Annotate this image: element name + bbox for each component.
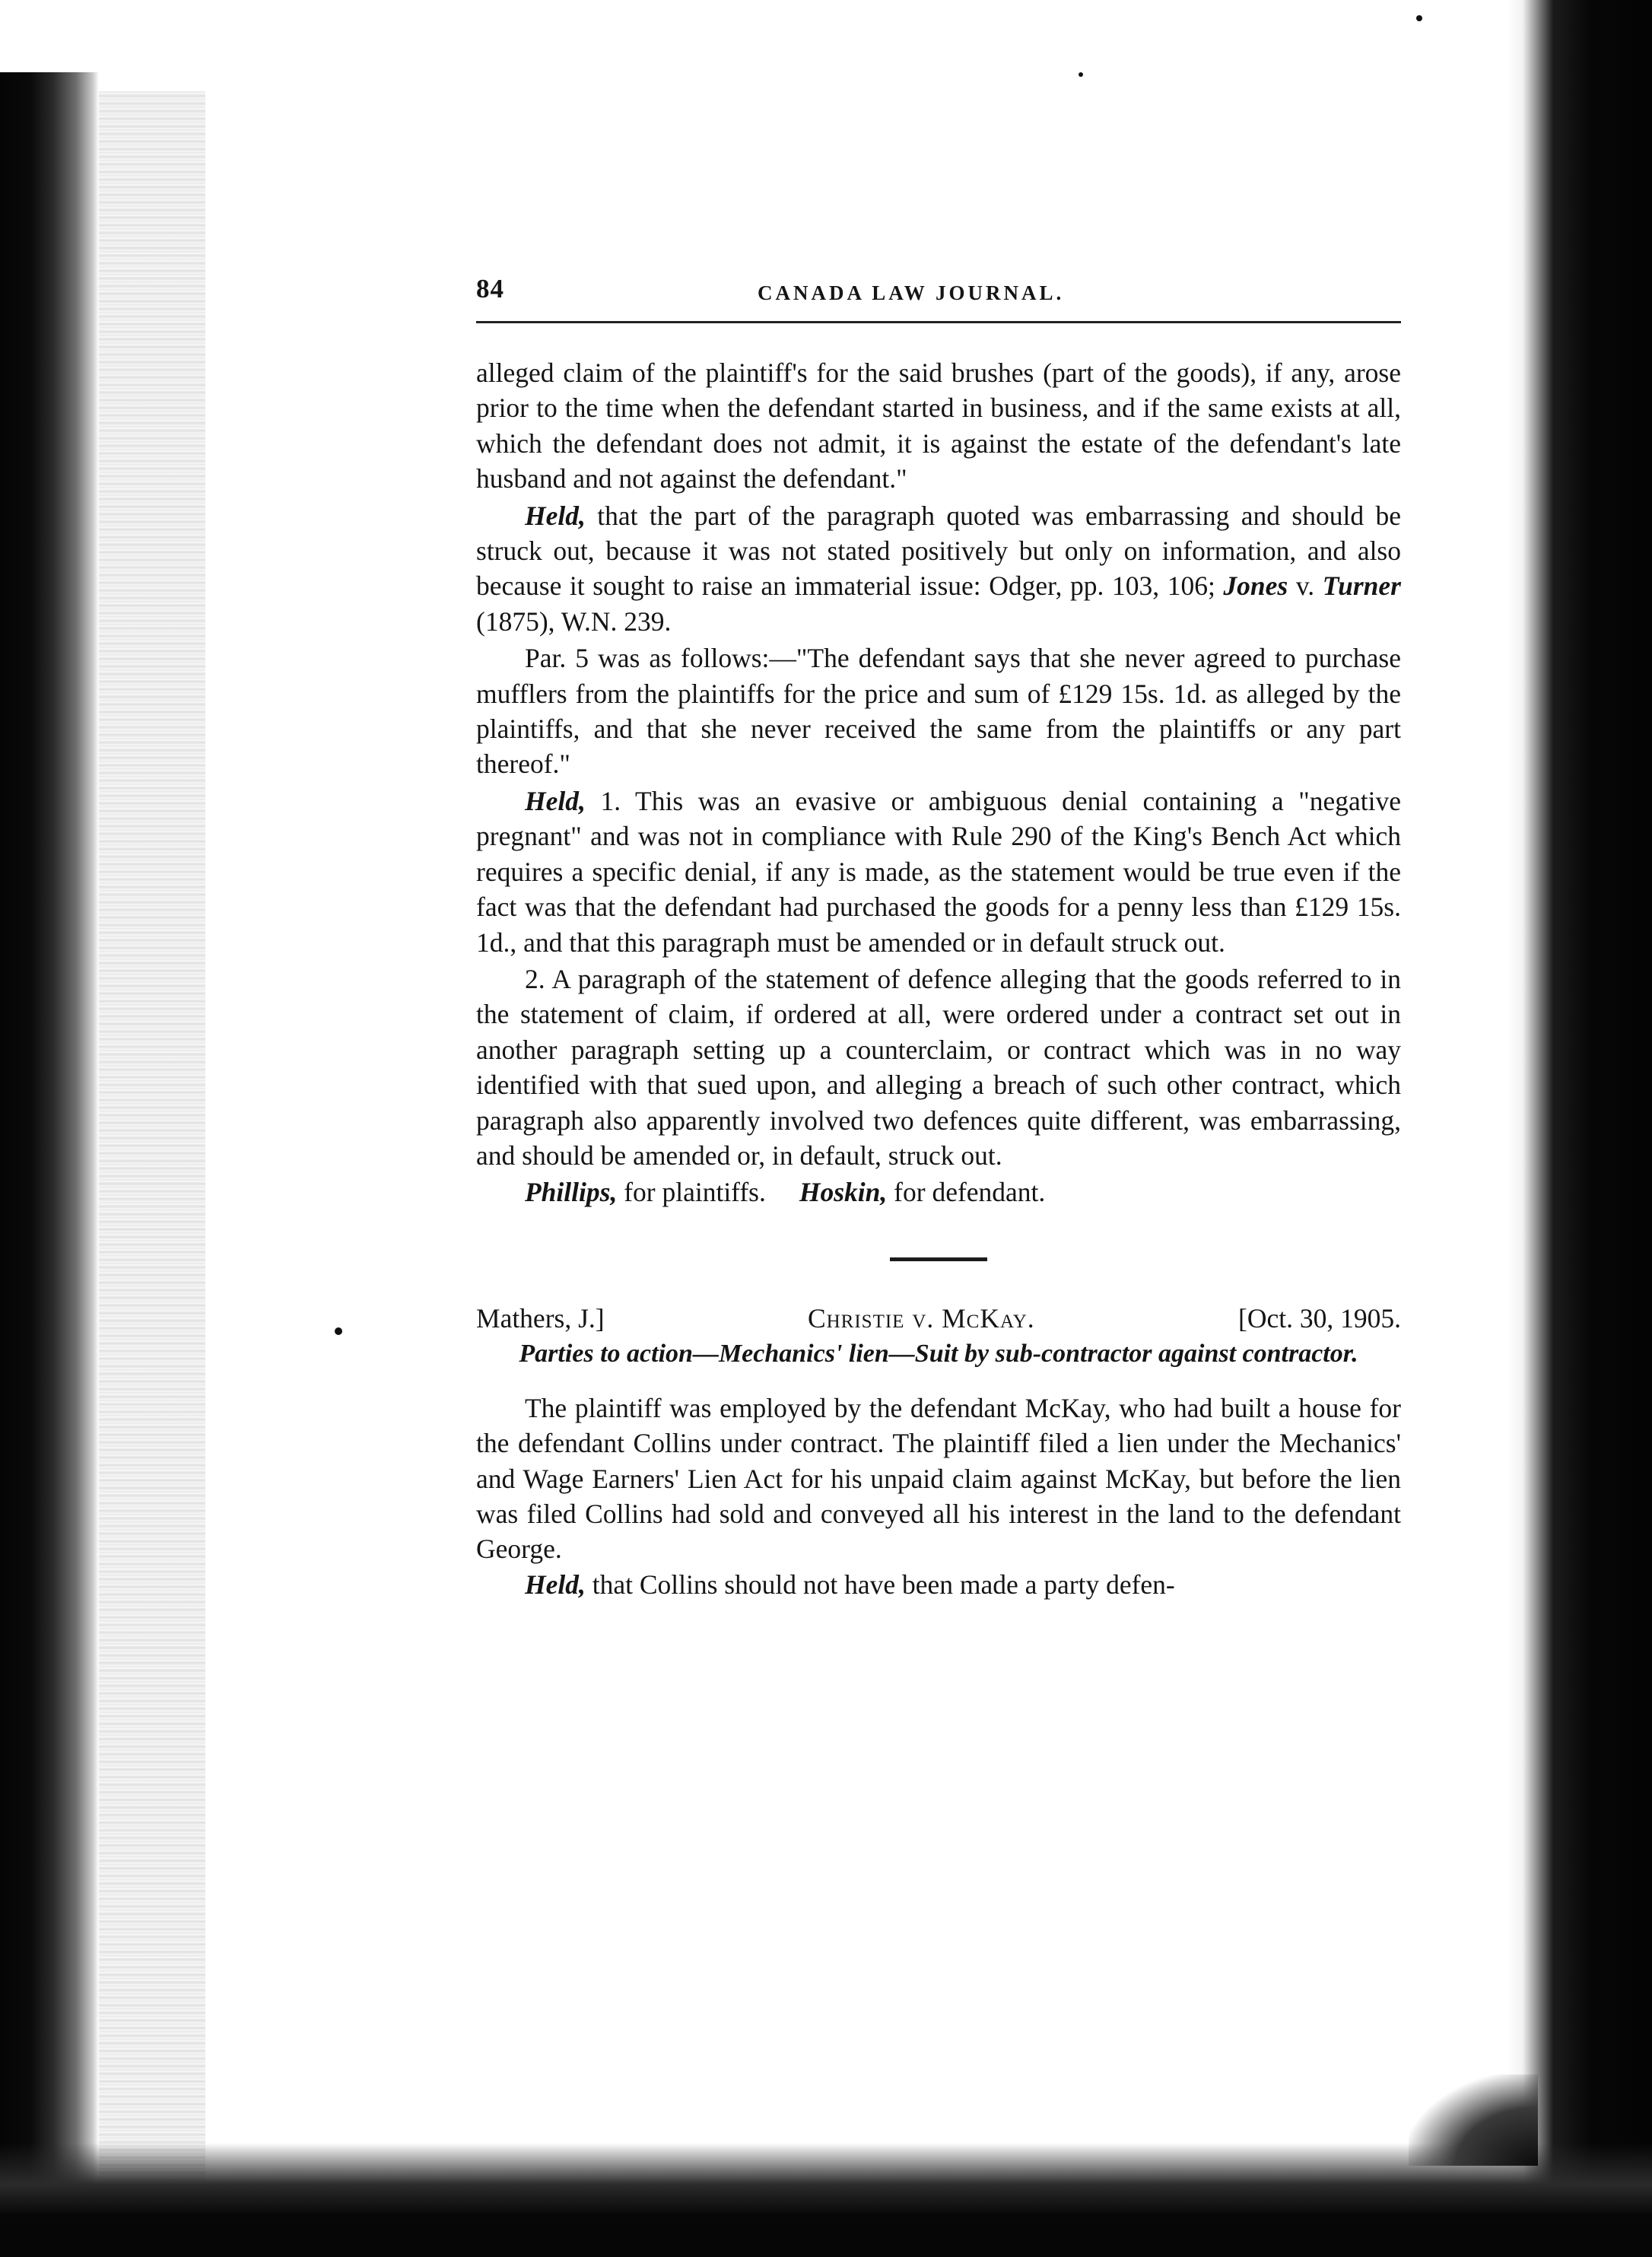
case-report-body: [476, 355, 1401, 1210]
plaintiff-counsel-name: Phillips,: [525, 1177, 618, 1208]
citation-other-party: Turner: [1322, 571, 1401, 602]
case-heading: [476, 1301, 1401, 1336]
scan-page-edges: [99, 91, 205, 2191]
case-title: Christie v. McKay.: [807, 1302, 1035, 1334]
judge-name: Mathers, J.]: [476, 1302, 605, 1334]
citation-case-name: Jones: [1223, 571, 1288, 602]
page-number: 84: [476, 274, 504, 304]
case-facts: The plaintiff was employed by the defendant McKay, who had built a house for the defendant Collins under contract. The plaintiff filed a lien under the Mechanics' and Wage Earners' Lien Act for his unpaid claim against McKay, but before the lien was filed Collins had sold and conveyed all his interest in the land to the defendant George.: [476, 1392, 1401, 1565]
scan-right-shadow: [1507, 0, 1652, 2257]
paragraph: 2. A paragraph of the statement of defence alleging that the goods referred to in the statement of claim, if ordered at all, were ordered under a contract set out in another paragraph setting up a counterclaim, or contract which was in no way identified with that sued upon, and alleging a breach of such other contract, which paragraph also apparently involved two defences quite different, was embarrassing, and should be amended or, in default, struck out.: [476, 963, 1401, 1171]
citation-rest: (1875), W.N. 239.: [476, 606, 672, 637]
citation-versus: v.: [1295, 571, 1315, 602]
held-text: 1. This was an evasive or ambiguous denial containing a "negative pregnant" and was not in compliance with Rule 290 of the King's Bench Act which requires a specific denial, if any is made, as the statement would be true even if the fact was that the defendant had purchased the goods for a penny less than £129 15s. 1d., and that this paragraph must be amended or in default struck out.: [476, 785, 1402, 958]
case-date: [Oct. 30, 1905.: [1238, 1302, 1401, 1334]
scan-speck: [335, 1327, 342, 1335]
held-label: Held,: [525, 500, 586, 531]
scan-bottom-shadow: [0, 2143, 1652, 2257]
held-paragraph: [476, 784, 1401, 960]
scan-binding-shadow: [0, 72, 99, 2257]
second-case-body: [476, 1391, 1401, 1602]
defendant-counsel-role: for defendant.: [894, 1177, 1046, 1208]
scan-corner-shadow: [1409, 2074, 1538, 2166]
scan-speck: [1416, 15, 1422, 21]
held-label: Held,: [525, 1569, 586, 1600]
plaintiff-counsel-role: for plaintiffs.: [624, 1177, 766, 1208]
scan-margin-top: [0, 0, 1652, 72]
held-paragraph: [476, 1567, 1401, 1602]
held-text: that the part of the paragraph quoted was embarrassing and should be struck out, because it was not stated positively but only on information, and also because it sought to raise an immaterial issue: Odger, pp. 103, 106;: [476, 500, 1401, 602]
defendant-counsel-name: Hoskin,: [799, 1177, 888, 1208]
page-header: [476, 274, 1401, 323]
counsel-line: [476, 1175, 1401, 1210]
paragraph: Par. 5 was as follows:—"The defendant says that she never agreed to purchase mufflers from the plaintiffs for the price and sum of £129 15s. 1d. as alleged by the plaintiffs, and that she never received the same from the plaintiffs or any part thereof.": [476, 643, 1401, 780]
held-text: that Collins should not have been made a party defen-: [592, 1569, 1175, 1600]
running-title: CANADA LAW JOURNAL.: [758, 281, 1065, 304]
headnote: Parties to action—Mechanics' lien—Suit by sub-contractor against contractor.: [519, 1339, 1358, 1368]
paragraph: alleged claim of the plaintiff's for the said brushes (part of the goods), if any, arose prior to the time when the defendant started in business, and if the same exists at all, which the defendant does not admit, it is against the estate of the defendant's late husband and not against the defendant.": [476, 358, 1401, 494]
held-paragraph: [476, 498, 1401, 640]
section-divider: [890, 1257, 987, 1261]
held-label: Held,: [525, 785, 586, 816]
journal-page: [476, 274, 1401, 1602]
scan-speck: [1079, 72, 1083, 77]
